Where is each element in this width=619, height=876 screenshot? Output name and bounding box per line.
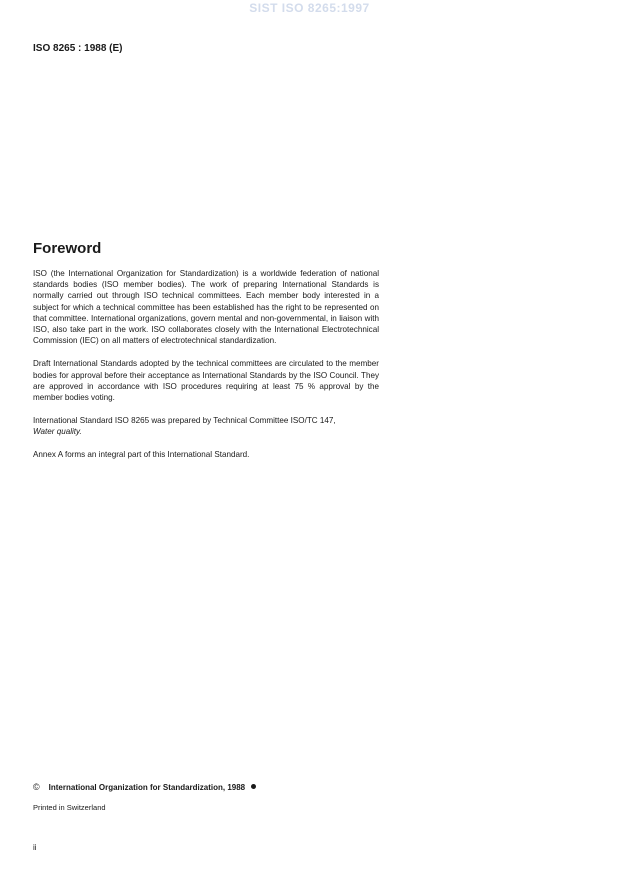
committee-name: Water quality. <box>33 427 82 437</box>
document-identifier: ISO 8265 : 1988 (E) <box>33 43 123 54</box>
foreword-paragraph: Draft International Standards adopted by the technical committees are circulated to the member bodies for approval before their acceptance as International Standards by the ISO Council. They are approved in accordance with ISO procedures requiring at least 75 % approval by the member bodies voting. <box>33 359 379 403</box>
prepared-by-text: International Standard ISO 8265 was prepared by Technical Committee ISO/TC 147, <box>33 416 336 426</box>
printed-in: Printed in Switzerland <box>33 803 106 812</box>
annex-note: Annex A forms an integral part of this International Standard. <box>33 449 250 459</box>
prepared-by-paragraph <box>33 415 379 437</box>
watermark: SIST ISO 8265:1997 <box>249 1 370 15</box>
foreword-heading: Foreword <box>33 240 102 257</box>
copyright-icon: © <box>33 782 40 792</box>
page-number: ii <box>33 843 37 852</box>
bullet-icon <box>251 784 256 789</box>
copyright-text: International Organization for Standardization, 1988 <box>48 783 246 792</box>
foreword-body <box>33 268 379 472</box>
copyright-line <box>33 782 256 792</box>
foreword-paragraph: ISO (the International Organization for Standardization) is a worldwide federation of national standards bodies (ISO member bodies). The work of preparing International Standards is normally carried out through ISO technical committees. Each member body interested in a subject for which a technical committee has been established has the right to be represented on that committee. International organizations, govern mental and non-governmental, in liaison with ISO, also take part in the work. ISO collaborates closely with the International Electrotechnical Commission (IEC) on all matters of electrotechnical standardization. <box>33 269 379 346</box>
